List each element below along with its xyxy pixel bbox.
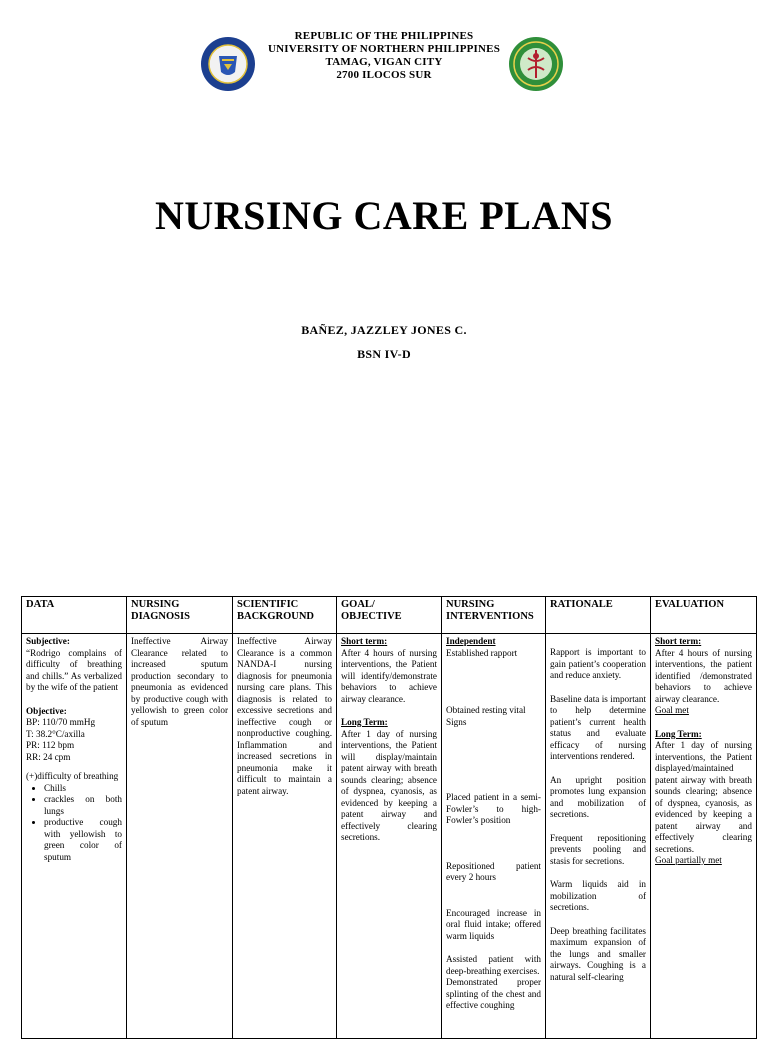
rationale-item: Frequent repositioning prevents pooling and stasis for secretions.	[550, 832, 646, 866]
col-header-background: SCIENTIFIC BACKGROUND	[233, 597, 337, 634]
eval-short-result: Goal met	[655, 705, 689, 715]
list-item: • productive cough with yellowish to green color of sputum	[44, 817, 122, 863]
rationale-item: Warm liquids aid in mobilization of secretions.	[550, 879, 646, 912]
data-cell	[22, 634, 127, 1039]
vital-pr: PR: 112 bpm	[26, 740, 75, 750]
col-header-diagnosis: NURSING DIAGNOSIS	[127, 597, 233, 634]
goal-long-text: After 1 day of nursing interventions, the Patient will display/maintain patent airway with breath sounds clearing; absence of dyspnea, cyanosis, as evidenced by keeping a patent airway and effectively clearing secretions.	[341, 728, 437, 842]
vital-bp: BP: 110/70 mmHg	[26, 717, 96, 727]
list-item: • crackles on both lungs	[44, 794, 122, 817]
col-header-rationale: RATIONALE	[546, 597, 651, 634]
intervention-item: Encouraged increase in oral fluid intake; offered warm liquids	[446, 907, 541, 941]
col-header-interventions: NURSING INTERVENTIONS	[442, 597, 546, 634]
intervention-item: Repositioned patient every 2 hours	[446, 860, 541, 882]
eval-long-label: Long Term:	[655, 728, 702, 739]
intervention-item: Established rapport	[446, 647, 518, 658]
diagnosis-cell: Ineffective Airway Clearance related to increased sputum production secondary to pneumonia as evidenced by productive cough with yellowish to green color of sputum	[127, 634, 233, 1039]
col-header-data: DATA	[22, 597, 127, 634]
table-row	[22, 634, 757, 1039]
evaluation-cell	[651, 634, 757, 1039]
goal-short-text: After 4 hours of nursing interventions, the Patient will identify/demonstrate behaviors to achieve airway clearance.	[341, 647, 437, 704]
table-header-row	[22, 597, 757, 634]
intervention-item: Demonstrated proper splinting of the chest and effective coughing	[446, 977, 541, 1010]
header-line-zip: 2700 ILOCOS SUR	[336, 69, 432, 81]
header-line-university: UNIVERSITY OF NORTHERN PHILIPPINES	[267, 43, 501, 55]
author-section: BSN IV-D	[357, 347, 411, 361]
document-title: NURSING CARE PLANS	[155, 193, 613, 238]
interventions-cell	[442, 634, 546, 1039]
rationale-item: Deep breathing facilitates maximum expansion of the lungs and smaller airways. Coughing is a natural self-clearing	[550, 925, 646, 982]
eval-short-text: After 4 hours of nursing interventions, the patient identified /demonstrated behaviors to achieve airway clearance.	[655, 647, 752, 704]
rationale-cell	[546, 634, 651, 1039]
goal-short-label: Short term:	[341, 636, 388, 646]
nursing-care-plan-table	[21, 596, 757, 1039]
eval-long-text: After 1 day of nursing interventions, the Patient displayed/maintained patent airway with breath sounds clearing; absence of dyspnea, cyanosis, as evidenced by keeping a patent airway and effectively clearing secretions.	[655, 740, 752, 854]
author-block	[0, 318, 768, 366]
rationale-item: An upright position promotes lung expansion and mobilization of secretions.	[550, 774, 646, 819]
subjective-label: Subjective:	[26, 636, 70, 646]
objective-label: Objective:	[26, 705, 67, 716]
author-name: BAÑEZ, JAZZLEY JONES C.	[301, 323, 467, 337]
subjective-text: “Rodrigo complains of difficulty of breathing and chills.” As verbalized by the wife of the patient	[26, 647, 122, 692]
header-line-republic: REPUBLIC OF THE PHILIPPINES	[294, 30, 474, 42]
header-line-address: TAMAG, VIGAN CITY	[325, 56, 443, 68]
intervention-item: Obtained resting vital Signs	[446, 705, 526, 727]
rationale-item: Rapport is important to gain patient’s cooperation and reduce anxiety.	[550, 647, 646, 680]
symptom-list	[26, 783, 122, 864]
rationale-item: Baseline data is important to help determine patient’s current health status and evaluate efficacy of nursing interventions rendered.	[550, 693, 646, 761]
eval-short-label: Short term:	[655, 636, 702, 646]
goal-cell	[337, 634, 442, 1039]
goal-long-label: Long Term:	[341, 717, 388, 727]
vital-temp: T: 38.2°C/axilla	[26, 728, 85, 739]
eval-long-result: Goal partially met	[655, 855, 722, 865]
university-header	[0, 30, 768, 82]
list-item: • Chills	[44, 783, 122, 795]
vital-rr: RR: 24 cpm	[26, 751, 71, 762]
difficulty-breathing: (+)difficulty of breathing	[26, 771, 119, 781]
interventions-label: Independent	[446, 636, 496, 646]
intervention-item: Assisted patient with deep-breathing exercises.	[446, 954, 541, 976]
background-cell: Ineffective Airway Clearance is a common NANDA-I nursing diagnosis for pneumonia nursing care plans. This diagnosis is related to excessive secretions and ineffective cough or nonproductive coughing. Inflammation and increased secretions in pneumonia make it difficult to maintain a patent airway.	[233, 634, 337, 1039]
intervention-item: Placed patient in a semi-Fowler’s to high-Fowler’s position	[446, 792, 541, 825]
col-header-evaluation: EVALUATION	[651, 597, 757, 634]
col-header-goal: GOAL/ OBJECTIVE	[337, 597, 442, 634]
